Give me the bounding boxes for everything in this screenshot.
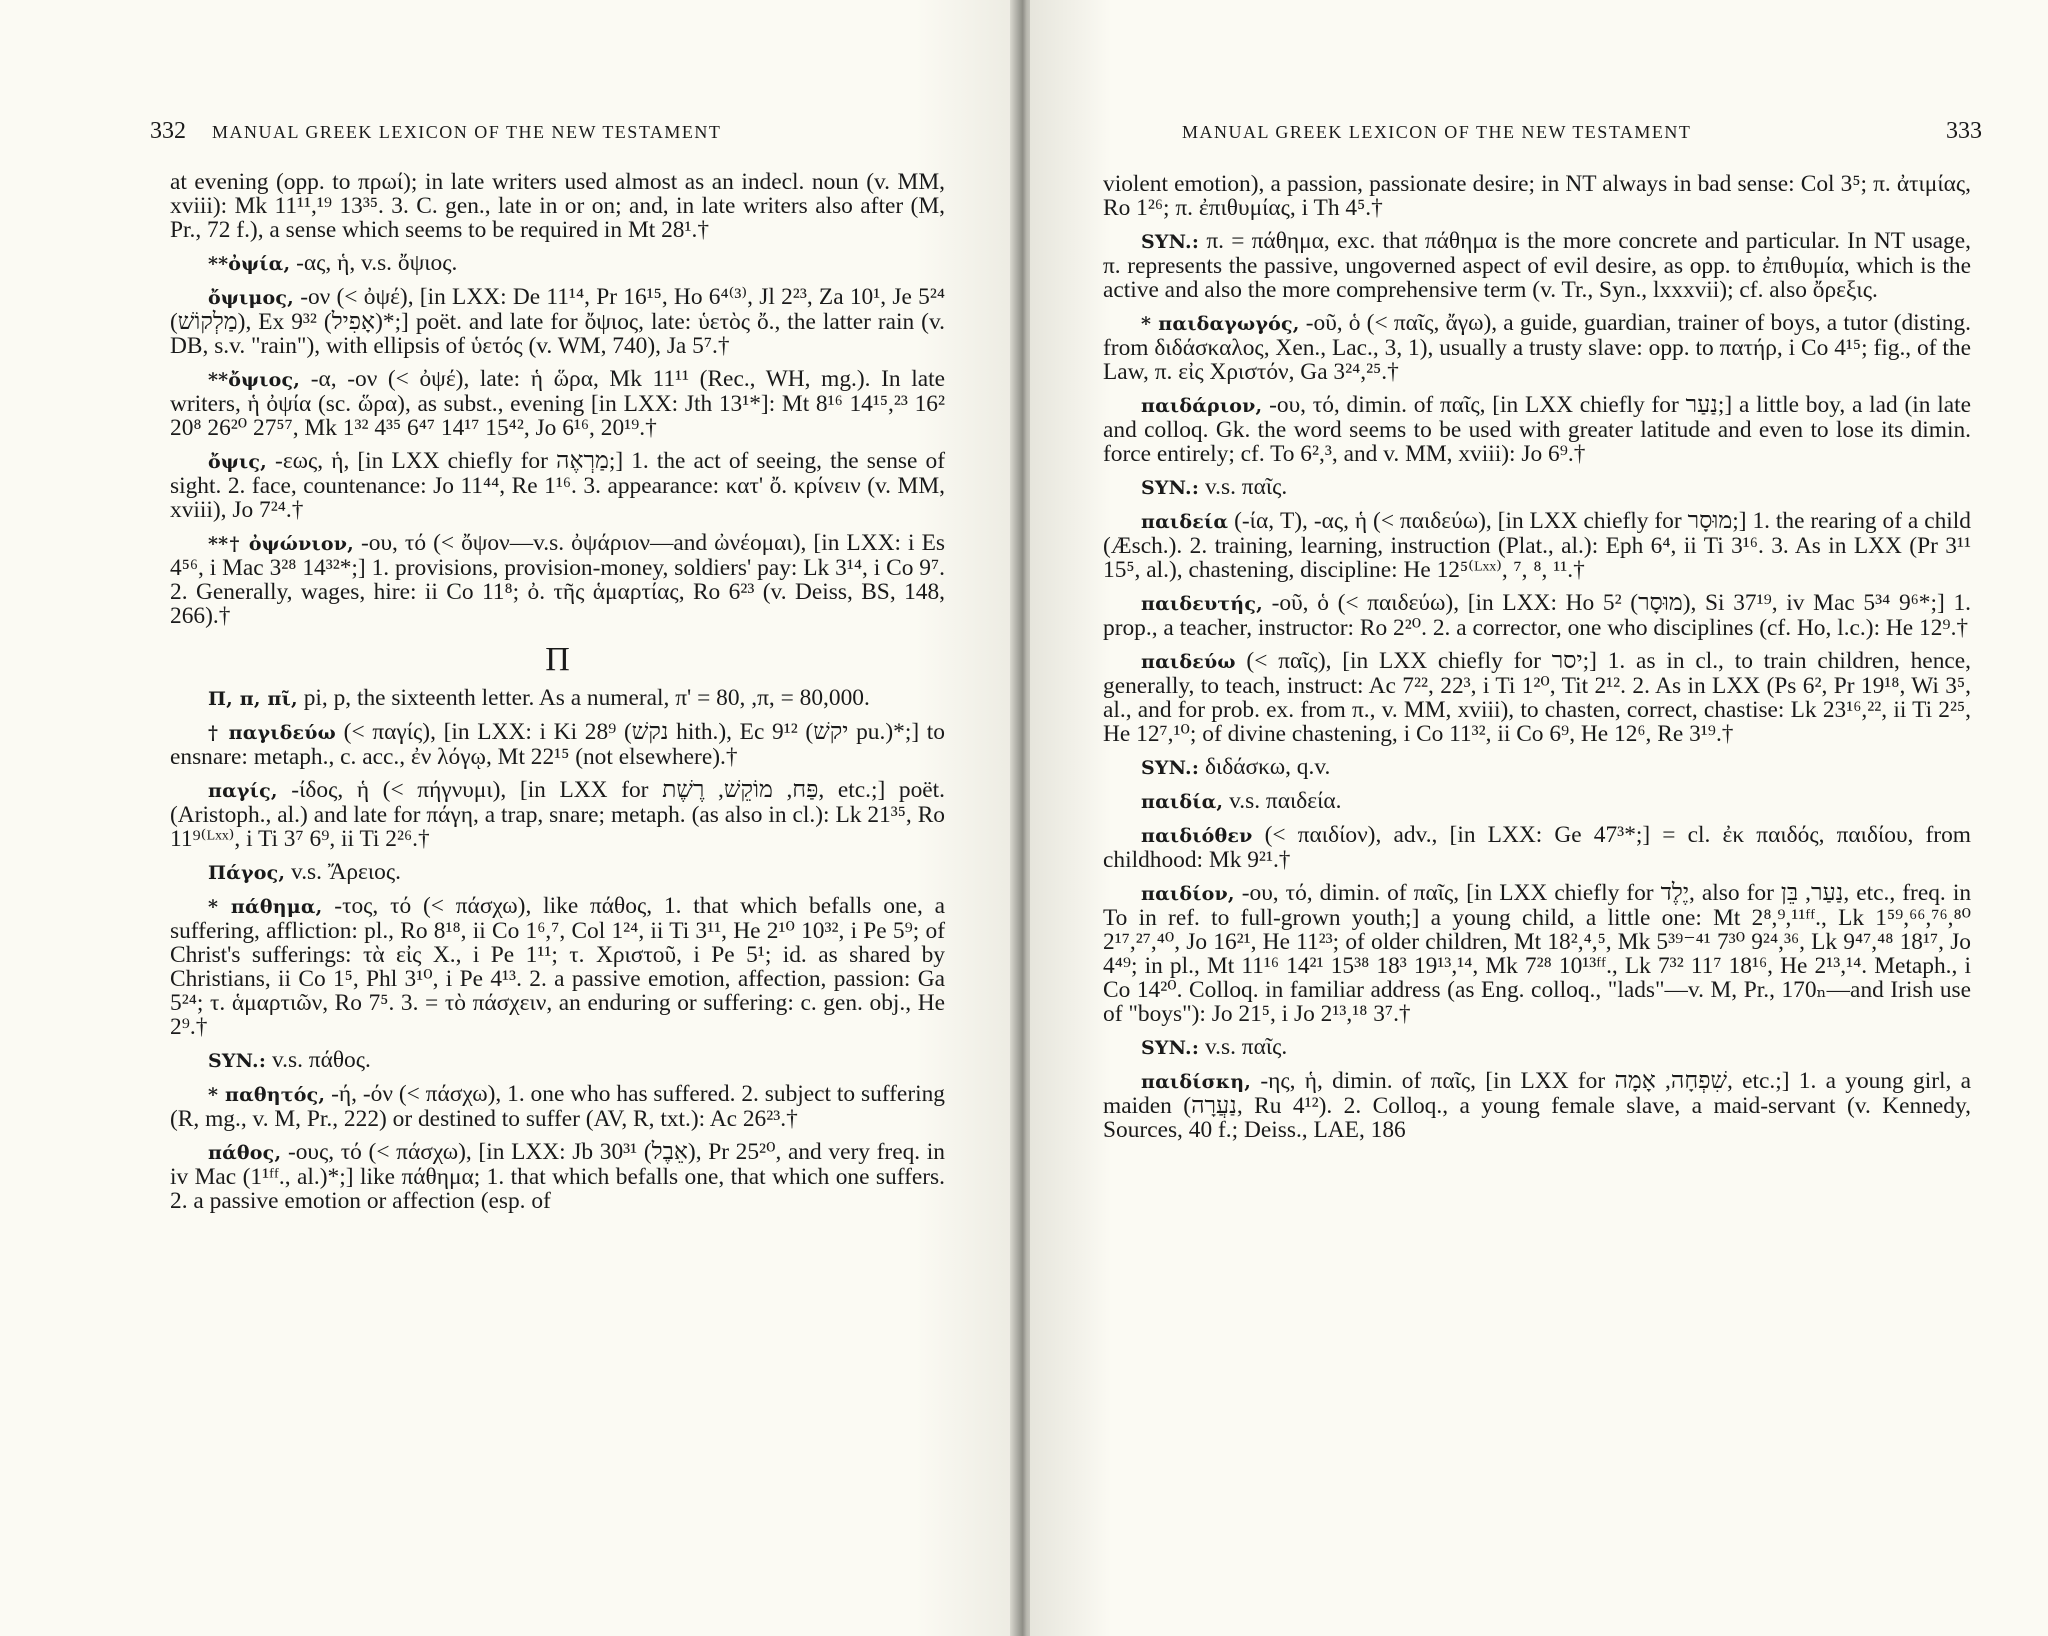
lexicon-entry bbox=[1103, 509, 1971, 582]
entry-headword: Π, π, πῖ, bbox=[208, 688, 298, 710]
entry-text: -ον (< ὀψέ), [in LXX: De 11¹⁴, Pr 16¹⁵, Ho 6⁴⁽³⁾, Jl 2²³, Za 10¹, Je 5²⁴ (מַלְקוֹשׁ), Ex 9³² (אָפִיל)*;] poët. and late for ὄψιος, late: ὑετὸς ὄ., the latter rain (v. DB, s.v. "rain"), with ellipsis of ὑετός (v. WM, 740), Ja 5⁷.† bbox=[170, 284, 945, 359]
entry-text: -ίδος, ἡ (< πήγνυμι), [in LXX for פַּח, מוֹקֵשׁ, רֶשֶׁת, etc.;] poët. (Aristoph., al.) and late for πάγη, a trap, snare; metaph. (as also in cl.): Lk 21³⁵, Ro 11⁹⁽ᴸˣˣ⁾, i Ti 3⁷ 6⁹, ii Ti 2²⁶.† bbox=[170, 777, 946, 852]
entry-headword: * πάθημα, bbox=[208, 896, 323, 918]
entry-text: -εως, ἡ, [in LXX chiefly for מַרְאֶה;] 1. the act of seeing, the sense of sight. 2. face, countenance: Jo 11⁴⁴, Re 1¹⁶. 3. appearance: κατ' ὄ. κρίνειν (v. MM, xviii), Jo 7²⁴.† bbox=[170, 448, 945, 523]
entry-text: at evening (opp. to πρωί); in late writers used almost as an indecl. noun (v. MM, xviii): Mk 11¹¹,¹⁹ 13³⁵. 3. C. gen., late in or on; and, in late writers also after (M, Pr., 72 f.), a sense which seems to be required in Mt 28¹.† bbox=[170, 169, 945, 243]
lexicon-entry bbox=[170, 860, 945, 885]
entry-text: -ου, τό (< ὄψον—v.s. ὀψάριον—and ὠνέομαι), [in LXX: i Es 4⁵⁶, i Mac 3²⁸ 14³²*;] 1. provisions, provision-money, soldiers' pay: Lk 3¹⁴, i Co 9⁷. 2. Generally, wages, hire: ii Co 11⁸; ὀ. τῆς ἁμαρτίας, Ro 6²³ (v. Deiss, BS, 148, 266).† bbox=[170, 530, 945, 629]
entry-headword: παιδεία bbox=[1141, 511, 1229, 533]
entry-headword: παιδία, bbox=[1141, 791, 1224, 813]
entry-headword: * παιδαγωγός, bbox=[1141, 313, 1300, 335]
entry-text: -τος, τό (< πάσχω), like πάθος, 1. that which befalls one, a suffering, affliction: pl., Ro 8¹⁸, ii Co 1⁶,⁷, Col 1²⁴, ii Ti 3¹¹, He 2¹⁰ 10³², i Pe 5⁹; of Christ's sufferings: τὰ εἰς Χ., i Pe 1¹¹; τ. Χριστοῦ, i Pe 5¹; id. as shared by Christians, ii Co 1⁵, Phl 3¹⁰, i Pe 4¹³. 2. a passive emotion, affection, passion: Ga 5²⁴; τ. ἁμαρτιῶν, Ro 7⁵. 3. = τὸ πάσχειν, an enduring or suffering: c. gen. obj., He 2⁹.† bbox=[170, 893, 946, 1040]
lexicon-entry bbox=[1103, 789, 1971, 814]
running-head-left bbox=[150, 118, 940, 154]
entry-text: -ους, τό (< πάσχω), [in LXX: Jb 30³¹ (אֵבֶל), Pr 25²⁰, and very freq. in iv Mac (1¹ᶠᶠ., al.)*;] like πάθημα; 1. that which befalls one, that which one suffers. 2. a passive emotion or affection (esp. of bbox=[170, 1139, 945, 1214]
entry-text: (< παῖς), [in LXX chiefly for יסר;] 1. as in cl., to train children, hence, generally, to teach, instruct: Ac 7²², 22³, i Ti 1²⁰, Tit 2¹². 2. As in LXX (Ps 6², Pr 19¹⁸, Wi 3⁵, al., and for prob. ex. from π., v. MM, xviii), to chasten, correct, chastise: Lk 23¹⁶,²², ii Ti 2²⁵, He 12⁷,¹⁰; of divine chastening, i Co 11³², ii Co 6⁹, He 12⁶, Re 3¹⁹.† bbox=[1103, 648, 1971, 747]
lexicon-entry bbox=[170, 531, 945, 628]
entry-text: διδάσκω, q.v. bbox=[1204, 754, 1331, 780]
lexicon-entry bbox=[1103, 823, 1971, 872]
lexicon-entry bbox=[1103, 393, 1971, 466]
entry-headword: **† ὀψώνιον, bbox=[208, 533, 354, 555]
left-text-column bbox=[170, 170, 945, 1222]
lexicon-entry bbox=[170, 1140, 945, 1213]
section-letter-pi: Π bbox=[545, 641, 570, 678]
entry-headword: πάθος, bbox=[208, 1142, 282, 1164]
lexicon-entry bbox=[1103, 1069, 1971, 1142]
entry-headword: Πάγος, bbox=[208, 862, 286, 884]
lexicon-entry bbox=[1103, 881, 1971, 1026]
lexicon-entry bbox=[1103, 755, 1971, 780]
entry-headword: **ὄψιος, bbox=[208, 369, 301, 391]
entry-text: -οῦ, ὁ (< παιδεύω), [in LXX: Ho 5² (מוּסָר), Si 37¹⁹, iv Mac 5³⁴ 9⁶*;] 1. prop., a teacher, instructor: Ro 2²⁰. 2. a corrector, one who disciplines (cf. Ho, l.c.): He 12⁹.† bbox=[1103, 590, 1971, 641]
lexicon-entry bbox=[170, 449, 945, 522]
entry-headword: ὄψις, bbox=[208, 451, 267, 473]
lexicon-entry bbox=[170, 720, 945, 769]
page-number-right: 333 bbox=[1946, 118, 1982, 144]
entry-text: -ης, ἡ, dimin. of παῖς, [in LXX for שִׁפְחָה, אָמָה, etc.;] 1. a young girl, a maiden (נַעֲרָה, Ru 4¹²). 2. Colloq., a young female slave, a maid-servant (v. Kennedy, Sources, 40 f.; Deiss., LAE, 186 bbox=[1103, 1068, 1971, 1143]
running-head-right bbox=[1182, 118, 1982, 154]
lexicon-entry bbox=[170, 367, 945, 440]
lexicon-entry bbox=[170, 686, 945, 711]
entry-headword: ὄψιμος, bbox=[208, 287, 294, 309]
lexicon-entry bbox=[1103, 649, 1971, 746]
entry-text: -ου, τό, dimin. of παῖς, [in LXX chiefly for יֶלֶד, also for נַעַר, בֵּן, etc., freq. in To in ref. to full-grown youth;] a young child, a little one: Mt 2⁸,⁹,¹¹ᶠᶠ., Lk 1⁵⁹,⁶⁶,⁷⁶,⁸⁰ 2¹⁷,²⁷,⁴⁰, Jo 16²¹, He 11²³; of older children, Mt 18²,⁴,⁵, Mk 5³⁹⁻⁴¹ 7³⁰ 9²⁴,³⁶, Lk 9⁴⁷,⁴⁸ 18¹⁷, Jo 4⁴⁹; in pl., Mt 11¹⁶ 14²¹ 15³⁸ 18³ 19¹³,¹⁴, Mk 7²⁸ 10¹³ᶠᶠ., Lk 7³² 11⁷ 18¹⁶, He 2¹³,¹⁴. Metaph., i Co 14²⁰. Colloq. in familiar address (as Eng. colloq., "lads"—v. M, Pr., 170ₙ—and Irish use of "boys"): Jo 21⁵, i Jo 2¹³,¹⁸ 3⁷.† bbox=[1103, 880, 1972, 1027]
entry-headword: παιδιόθεν bbox=[1141, 825, 1253, 847]
lexicon-entry bbox=[1103, 591, 1971, 640]
entry-text: -ου, τό, dimin. of παῖς, [in LXX chiefly for נַעַר;] a little boy, a lad (in late and colloq. Gk. the word seems to be used with greater latitude and even to lose its dimin. force entirely; cf. To 6²,³, and v. MM, xviii): Jo 6⁹.† bbox=[1103, 392, 1971, 467]
entry-text: -οῦ, ὁ (< παῖς, ἄγω), a guide, guardian, trainer of boys, a tutor (disting. from διδάσκαλος, Xen., Lac., 3, 1), usually a trusty slave: opp. to πατήρ, i Co 4¹⁵; fig., of the Law, π. εἰς Χριστόν, Ga 3²⁴,²⁵.† bbox=[1103, 310, 1971, 385]
entry-headword: παιδίον, bbox=[1141, 883, 1235, 905]
entry-text: v.s. πάθος. bbox=[271, 1047, 371, 1073]
entry-text: (-ία, T), -ας, ἡ (< παιδεύω), [in LXX chiefly for מוּסָר;] 1. the rearing of a child (Æsch.). 2. training, learning, instruction (Plat., al.): Eph 6⁴, ii Ti 3¹⁶. 3. As in LXX (Pr 3¹¹ 15⁵, al.), chastening, discipline: He 12⁵⁽ᴸˣˣ⁾, ⁷, ⁸, ¹¹.† bbox=[1103, 508, 1971, 583]
entry-text: (< παιδίον), adv., [in LXX: Ge 47³*;] = cl. ἐκ παιδός, παιδίου, from childhood: Mk 9²¹.† bbox=[1103, 822, 1971, 873]
entry-headword: SYN.: bbox=[1141, 757, 1200, 779]
entry-headword: παιδεύω bbox=[1141, 651, 1236, 673]
lexicon-entry bbox=[170, 894, 945, 1039]
entries-block-2 bbox=[170, 686, 945, 1213]
entry-headword: **ὀψία, bbox=[208, 253, 291, 275]
lexicon-entry bbox=[170, 285, 945, 358]
entry-text: (< παγίς), [in LXX: i Ki 28⁹ (נקשׁ hith.), Ec 9¹² (יקשׁ pu.)*;] to ensnare: metaph., c. acc., ἐν λόγῳ, Mt 22¹⁵ (not elsewhere).† bbox=[170, 719, 945, 770]
lexicon-entry bbox=[170, 1082, 945, 1131]
entry-headword: SYN.: bbox=[1141, 231, 1200, 253]
running-head-title-left: MANUAL GREEK LEXICON OF THE NEW TESTAMENT bbox=[212, 122, 722, 142]
lexicon-entry bbox=[1103, 311, 1971, 384]
running-head-title-right: MANUAL GREEK LEXICON OF THE NEW TESTAMENT bbox=[1182, 122, 1692, 142]
entry-text: violent emotion), a passion, passionate desire; in NT always in bad sense: Col 3⁵; π. ἀτιμίας, Ro 1²⁶; π. ἐπιθυμίας, i Th 4⁵.† bbox=[1103, 171, 1971, 221]
entry-headword: παιδίσκη, bbox=[1141, 1071, 1252, 1093]
entry-headword: παγίς, bbox=[208, 780, 278, 802]
entry-headword: παιδάριον, bbox=[1141, 395, 1263, 417]
lexicon-entry bbox=[170, 170, 945, 242]
entry-headword: SYN.: bbox=[208, 1050, 267, 1072]
right-page bbox=[1030, 0, 2048, 1636]
entry-text: v.s. παῖς. bbox=[1204, 474, 1288, 500]
entry-headword: παιδευτής, bbox=[1141, 593, 1263, 615]
left-page bbox=[0, 0, 1018, 1636]
lexicon-entry bbox=[170, 778, 945, 851]
entry-text: π. = πάθημα, exc. that πάθημα is the more concrete and particular. In NT usage, π. represents the passive, ungoverned aspect of evil desire, as opp. to ἐπιθυμία, which is the active and also the more comprehensive term (v. Tr., Syn., lxxxvii); cf. also ὄρεξις. bbox=[1103, 228, 1971, 303]
right-text-column bbox=[1103, 172, 1971, 1151]
entry-text: -ή, -όν (< πάσχω), 1. one who has suffered. 2. subject to suffering (R, mg., v. M, Pr., 222) or destined to suffer (AV, R, txt.): Ac 26²³.† bbox=[170, 1081, 945, 1132]
entries-block-1 bbox=[170, 170, 945, 628]
lexicon-entry bbox=[170, 1048, 945, 1073]
entry-text: -ας, ἡ, v.s. ὄψιος. bbox=[296, 250, 458, 276]
entries-block-right bbox=[1103, 172, 1971, 1142]
entry-text: v.s. Ἄρειος. bbox=[291, 859, 401, 885]
lexicon-entry bbox=[1103, 1035, 1971, 1060]
lexicon-entry bbox=[170, 251, 945, 276]
entry-headword: SYN.: bbox=[1141, 1037, 1200, 1059]
lexicon-entry bbox=[1103, 172, 1971, 220]
entry-text: -α, -ον (< ὀψέ), late: ἡ ὥρα, Mk 11¹¹ (Rec., WH, mg.). In late writers, ἡ ὀψία (sc. ὥρα), as subst., evening [in LXX: Jth 13¹*]: Mt 8¹⁶ 14¹⁵,²³ 16² 20⁸ 26²⁰ 27⁵⁷, Mk 1³² 4³⁵ 6⁴⁷ 14¹⁷ 15⁴², Jo 6¹⁶, 20¹⁹.† bbox=[170, 366, 945, 441]
lexicon-entry bbox=[1103, 229, 1971, 302]
lexicon-entry bbox=[1103, 475, 1971, 500]
entry-text: v.s. παιδεία. bbox=[1229, 788, 1342, 814]
entry-text: v.s. παῖς. bbox=[1204, 1034, 1288, 1060]
entry-headword: † παγιδεύω bbox=[208, 722, 336, 744]
page-number-left: 332 bbox=[150, 118, 186, 144]
entry-text: pi, p, the sixteenth letter. As a numeral, π' = 80, ,π, = 80,000. bbox=[303, 685, 870, 711]
entry-headword: SYN.: bbox=[1141, 477, 1200, 499]
entry-headword: * παθητός, bbox=[208, 1084, 326, 1106]
